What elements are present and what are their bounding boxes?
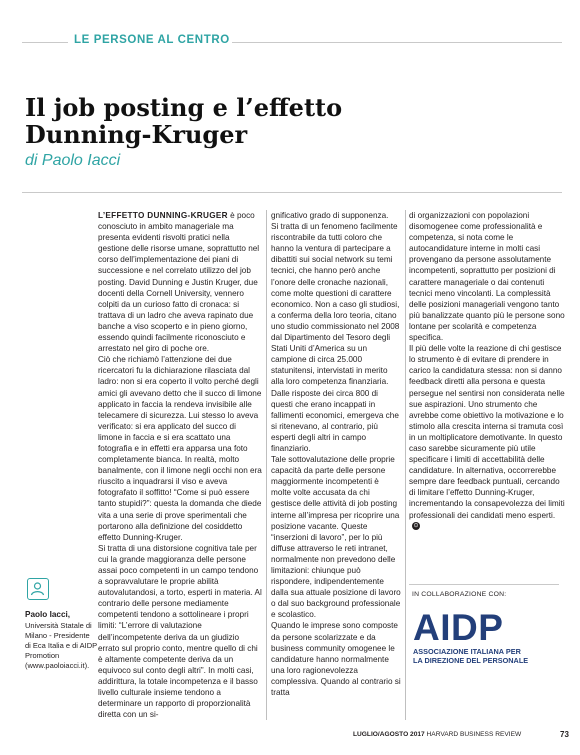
- top-rule-right: [232, 42, 562, 43]
- logo-line: ASSOCIAZIONE ITALIANA PER: [413, 647, 521, 656]
- footer-issue: [353, 731, 521, 738]
- title-separator: [22, 192, 562, 193]
- paragraph: Si tratta di un fenomeno facilmente riscontrabile da tutti coloro che hanno la ventura di partecipare a dibattiti sui social network su temi tecnici, che hanno però anche l’onore delle cronache nazionali, come molte questioni di carattere economico. Non a caso gli studiosi, a conferma della loro teoria, citano uno studio commissionato nel 2008 dal Dipartimento del Tesoro degli Stati Uniti d’America su un campione di circa 25.000 statunitensi, intervistati in merito alla loro competenza finanziaria. Dalle risposte dei circa 800 di questi che erano incappati in fallimenti economici, emergeva che si ritenevano, al contrario, più esperti degli altri in campo finanziario.: [271, 222, 400, 453]
- paragraph: gnificativo grado di supponenza.: [271, 211, 389, 220]
- author-name: Paolo Iacci,: [25, 610, 71, 619]
- paragraph: Ciò che richiamò l’attenzione dei due ricercatori fu la dichiarazione rilasciata dal ladro: non si era coperto il volto perché degli amici gli avevano detto che il succo di limone applicato in faccia la rendeva invisibile alle telecamere di sicurezza. Lui stesso lo aveva verificato: si era applicato del succo di limone in faccia e si era scattato una fotografia e in effetti era apparsa una foto completamente bianca. In realtà, molto banalmente, con il limone negli occhi non era riuscito a inquadrarsi il viso e aveva fotografato il soffitto! “Come si può essere tanto stupidi?”: questa la domanda che diede vita a una serie di prove sperimentali che portarono alla definizione del cosiddetto effetto Dunning-Kruger.: [98, 355, 262, 542]
- collaboration-label: IN COLLABORAZIONE CON:: [412, 591, 507, 598]
- column-divider: [266, 210, 267, 720]
- column-divider: [405, 210, 406, 720]
- page-number: 73: [560, 730, 569, 739]
- paragraph: di organizzazioni con popolazioni disomogenee come professionalità e competenza, si nota come le autocandidature interne in molti casi provengano da persone assolutamente incompetenti, soprattutto per posizioni di carattere manageriale o dai contenuti tecnici meno vincolanti. La complessità delle posizioni manageriali vengono tanto più banalizzate quanto più le persone sono lontane per scolarità e competenza specifica.: [409, 211, 565, 343]
- lead-caps: L’EFFETTO DUNNING-KRUGER: [98, 211, 228, 220]
- logo-wordmark: AIDP: [413, 607, 504, 648]
- paragraph-text: è poco conosciuto in ambito manageriale ma presenta evidenti risvolti pratici nella gestione delle risorse umane, soprattutto nel corso dell’implementazione dei piani di successione e nel correlato utilizzo del job posting. David Dunning e Justin Kruger, due docenti della Cornell University, vennero colpiti da un curioso fatto di cronaca: si trattava di un ladro che aveva rapinato due banche a viso scoperto e in pieno giorno, essendo quindi facilmente riconosciuto e arrestato nel giro di poche ore.: [98, 211, 260, 354]
- paragraph: Tale sottovalutazione delle proprie capacità da parte delle persone maggiormente incompetenti è molte volte accusata da chi gestisce delle attività di job posting interne all’impresa per ricoprire una posizione vacante. Queste “inserzioni di lavoro”, per lo più diffuse attraverso le reti intranet, normalmente non prevedono delle limitazioni: chiunque può rispondere, indipendentemente dalla sua attuale posizione di lavoro o dal suo background professionale e scolastico.: [271, 455, 401, 620]
- collab-separator: [409, 584, 559, 585]
- logo-line: LA DIREZIONE DEL PERSONALE: [413, 656, 529, 665]
- end-mark-icon: ⊙: [413, 523, 419, 530]
- article-title: Il job posting e l’effetto Dunning-Kruger: [25, 93, 343, 149]
- paragraph-text: Il più delle volte la reazione di chi gestisce lo strumento è di evitare di prendere in carico la candidatura stessa: non si danno feedback diretti alla persona e questa persegue nel sentirsi non considerata nelle sue aspirazioni. Uno strumento che avrebbe come obiettivo la motivazione e lo stimolo alla crescita interna si tramuta così in un moltiplicatore demotivante. In questo caso sarebbe sicuramente più utile specificare i limiti di accettabilità delle candidature. In alternativa, occorrerebbe sempre dare feedback puntuali, cercando di limitare l’effetto Dunning-Kruger, incrementando la consapevolezza dei limiti professionali dei candidati meno esperti.: [409, 344, 565, 520]
- column-2: [271, 210, 401, 698]
- article-byline: di Paolo Iacci: [25, 152, 121, 169]
- top-rule-left: [22, 42, 68, 43]
- paragraph: [98, 210, 262, 354]
- section-label: LE PERSONE AL CENTRO: [74, 34, 230, 46]
- paragraph: Quando le imprese sono composte da persone scolarizzate e da business community omogenee le candidature hanno normalmente una loro ragionevolezza complessiva. Quando al contrario si tratta: [271, 621, 401, 698]
- paragraph: Si tratta di una distorsione cognitiva tale per cui la grande maggioranza delle persone assai poco competenti in un campo tendono a sopravvalutare le proprie abilità autovalutandosi, a torto, esperti in materia. Al contrario delle persone mediamente competenti tendono a sottolineare i propri limiti: “L’errore di valutazione dell’incompetente deriva da un giudizio errato sul proprio conto, mentre quello di chi è altamente competente deriva da un equivoco sul conto degli altri”. In molti casi, addirittura, la totale incompetenza e il basso livello culturale insieme tendono a determinare un rapporto di proporzionalità diretta con un si-: [98, 543, 262, 720]
- author-bio: Università Statale di Milano - Presidente di Eca Italia e di AIDP Promotion (www.paoloiacci.it).: [25, 621, 97, 670]
- column-3: [409, 210, 565, 532]
- issue-date: LUGLIO/AGOSTO 2017: [353, 731, 425, 738]
- publication-name: HARVARD BUSINESS REVIEW: [426, 731, 522, 738]
- paragraph: [409, 343, 565, 532]
- author-photo-icon: [27, 578, 49, 600]
- aidp-logo: [413, 609, 545, 665]
- column-1: [98, 210, 262, 720]
